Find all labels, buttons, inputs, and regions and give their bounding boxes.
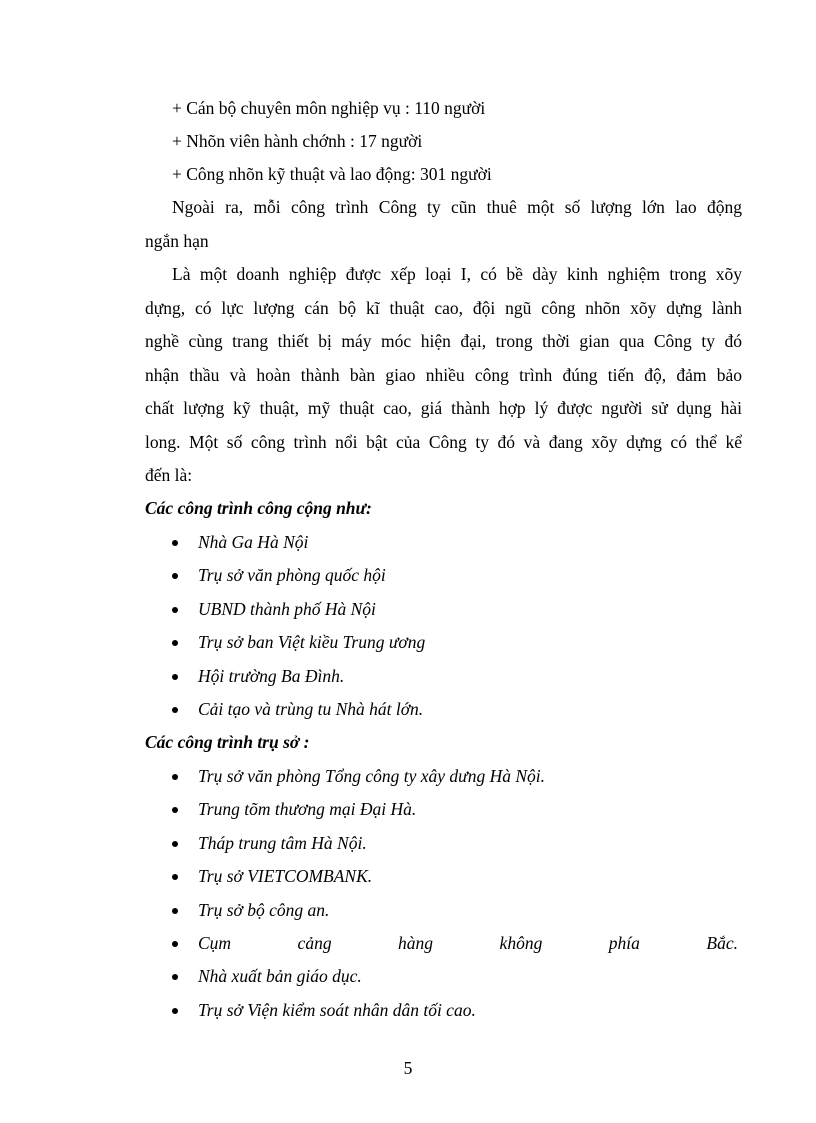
- bullet-icon: [172, 774, 178, 780]
- paragraph-2-line-6: long. Một số công trình nổi bật của Công ty đó và đang xõy dựng có thể kể: [145, 432, 742, 452]
- paragraph-2-line-5: chất lượng kỹ thuật, mỹ thuật cao, giá thành hợp lý được người sử dụng hài: [145, 398, 742, 418]
- staff-line-admin: + Nhõn viên hành chớnh : 17 người: [172, 131, 423, 151]
- heading-office-works: Các công trình trụ sở :: [145, 732, 310, 752]
- paragraph-1-line-1: Ngoài ra, mỗi công trình Công ty cũn thuê một số lượng lớn lao động: [172, 197, 742, 217]
- bullet-icon: [172, 974, 178, 980]
- bullet-icon: [172, 874, 178, 880]
- paragraph-2-line-1: Là một doanh nghiệp được xếp loại I, có bề dày kinh nghiệm trong xõy: [172, 264, 742, 284]
- bullet-icon: [172, 607, 178, 613]
- document-page: + Cán bộ chuyên môn nghiệp vụ : 110 người + Nhõn viên hành chớnh : 17 người + Công nhõn kỹ thuật và lao động: 301 người Ngoài ra, mỗi công trình Công ty cũn thuê một số lượng lớn lao động ngắn hạn Là một doanh nghiệp được xếp loại I, có bề dày kinh nghiệm trong xõy dựng, có lực lượng cán bộ kĩ thuật cao, đội ngũ công nhõn xõy dựng lành nghề cùng trang thiết bị máy móc hiện đại, trong thời gian qua Công ty đó nhận thầu và hoàn thành bàn giao nhiều công trình đúng tiến độ, đảm bảo chất lượng kỹ thuật, mỹ thuật cao, giá thành hợp lý được người sử dụng hài long. Một số công trình nổi bật của Công ty đó và đang xõy dựng có thể kể đến là: Các công trình công cộng như: Nhà Ga Hà Nội Trụ sở văn phòng quốc hội UBND thành phố Hà Nội Trụ sở ban Việt kiều Trung ương Hội trường Ba Đình. Cải tạo và trùng tu Nhà hát lớn. Các công trình trụ sở : Trụ sở văn phòng Tổng công ty xây dưng Hà Nội. Trung tõm thương mại Đại Hà. Tháp trung tâm Hà Nội. Trụ sở VIETCOMBANK. Trụ sở bộ công an. Cụm cảng hàng không phía Bắc. Nhà xuất bản giáo dục. Trụ sở Viện kiểm soát nhân dân tối cao. 5: [0, 0, 816, 1123]
- bullet-icon: [172, 1008, 178, 1014]
- paragraph-2-line-3: nghề cùng trang thiết bị máy móc hiện đại, trong thời gian qua Công ty đó: [145, 331, 742, 351]
- bullet-icon: [172, 674, 178, 680]
- paragraph-2-line-7: đến là:: [145, 465, 193, 485]
- bullet-icon: [172, 573, 178, 579]
- bullet-icon: [172, 640, 178, 646]
- staff-line-workers: + Công nhõn kỹ thuật và lao động: 301 người: [172, 164, 492, 184]
- staff-line-specialists: + Cán bộ chuyên môn nghiệp vụ : 110 người: [172, 98, 486, 118]
- bullet-icon: [172, 540, 178, 546]
- heading-public-works: Các công trình công cộng như:: [145, 498, 372, 518]
- bullet-icon: [172, 807, 178, 813]
- paragraph-1-line-2: ngắn hạn: [145, 231, 209, 251]
- paragraph-2-line-4: nhận thầu và hoàn thành bàn giao nhiều công trình đúng tiến độ, đảm bảo: [145, 365, 742, 385]
- bullet-icon: [172, 908, 178, 914]
- bullet-icon: [172, 707, 178, 713]
- bullet-icon: [172, 841, 178, 847]
- page-number: 5: [403, 1058, 413, 1078]
- paragraph-2-line-2: dựng, có lực lượng cán bộ kĩ thuật cao, đội ngũ công nhõn xõy dựng lành: [145, 298, 742, 318]
- bullet-icon: [172, 941, 178, 947]
